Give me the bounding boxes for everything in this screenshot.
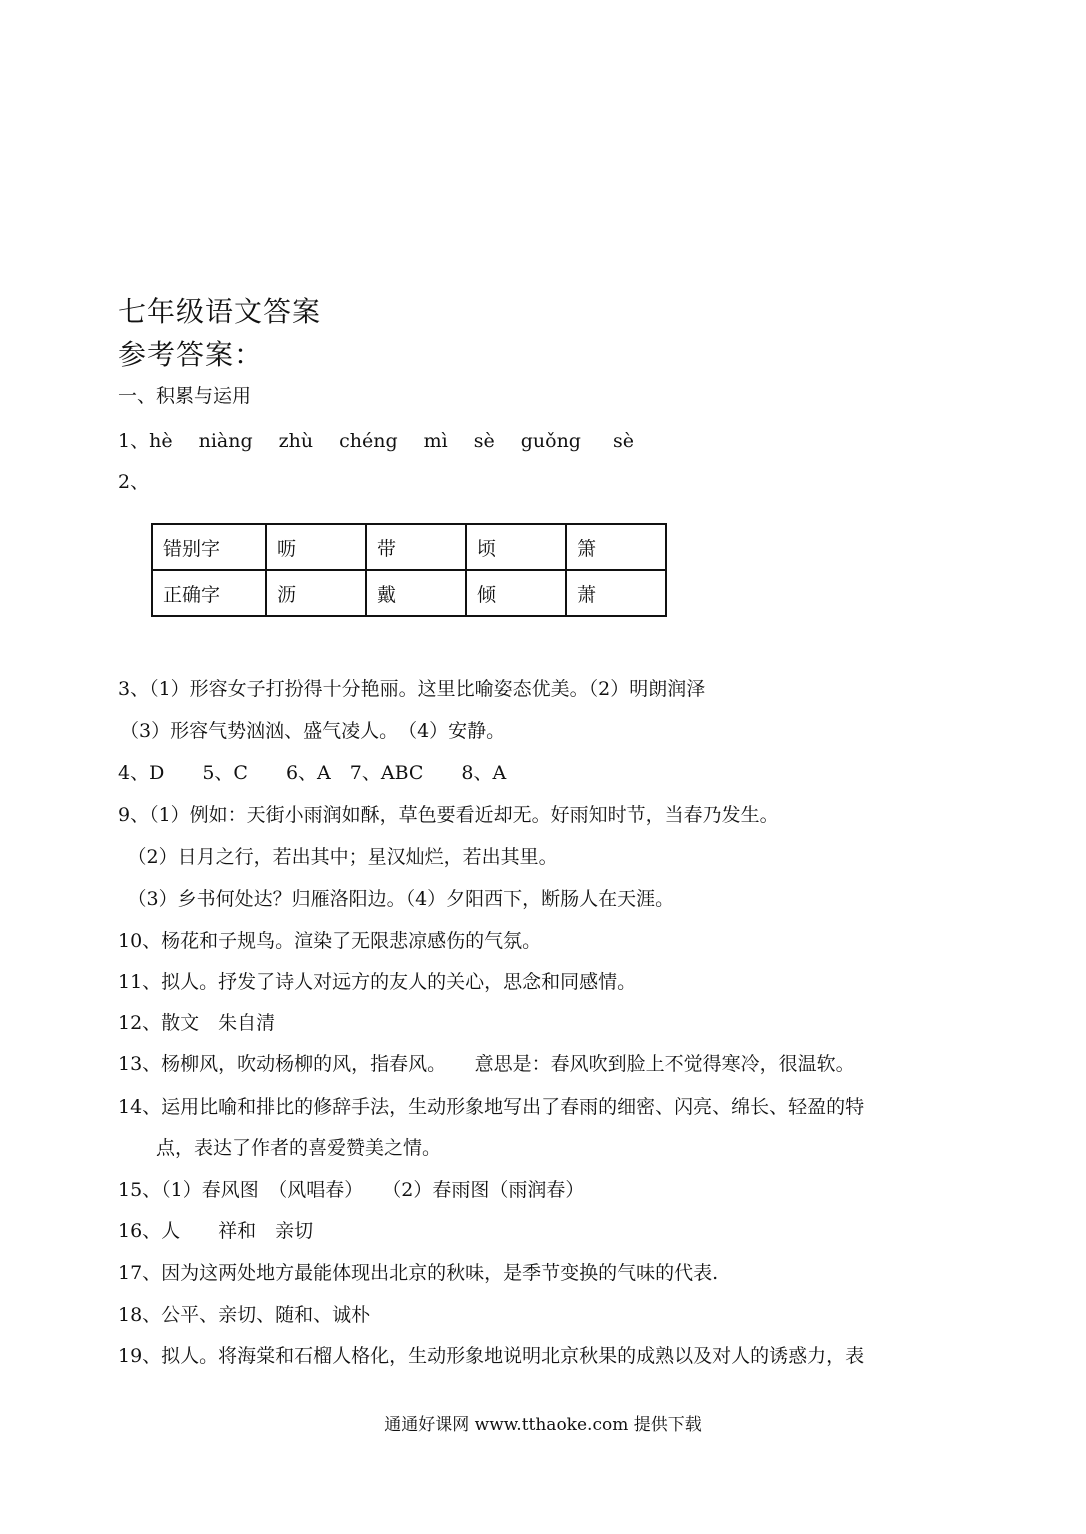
pinyin-item: niàng [198, 430, 253, 452]
question-2-label: 2、 [118, 471, 150, 493]
section-heading: 一、积累与运用 [118, 385, 252, 407]
pinyin-item: mì [423, 430, 448, 452]
typo-correction-table [151, 523, 667, 617]
question-1-label: 1、 [118, 430, 150, 452]
table-cell: 戴 [366, 570, 466, 616]
table-cell: 呖 [266, 524, 366, 570]
question-1 [118, 426, 660, 453]
table-cell: 错别字 [152, 524, 266, 570]
pinyin-item: hè [149, 430, 173, 452]
answer-line: 14、运用比喻和排比的修辞手法，生动形象地写出了春雨的细密、闪亮、绵长、轻盈的特 [118, 1096, 865, 1118]
answer-line: 16、人 祥和 亲切 [118, 1220, 314, 1242]
answer-line: 17、因为这两处地方最能体现出北京的秋味，是季节变换的气味的代表. [118, 1262, 719, 1284]
answer-line: 13、杨柳风，吹动杨柳的风，指春风。 意思是：春风吹到脸上不觉得寒冷，很温软。 [118, 1053, 855, 1075]
table-cell: 正确字 [152, 570, 266, 616]
table-cell: 带 [366, 524, 466, 570]
answer-line: 19、拟人。将海棠和石榴人格化，生动形象地说明北京秋果的成熟以及对人的诱惑力，表 [118, 1345, 865, 1367]
answer-line: 12、散文 朱自清 [118, 1012, 276, 1034]
page-title: 七年级语文答案 [118, 295, 322, 328]
answer-line: 3、（1）形容女子打扮得十分艳丽。这里比喻姿态优美。（2）明朗润泽 [118, 678, 706, 700]
table-cell: 顷 [466, 524, 566, 570]
answer-line: 9、（1）例如：天街小雨润如酥，草色要看近却无。好雨知时节，当春乃发生。 [118, 804, 779, 826]
table-cell: 沥 [266, 570, 366, 616]
pinyin-item: zhù [278, 430, 314, 452]
table-cell: 倾 [466, 570, 566, 616]
answer-line: （3）乡书何处达？归雁洛阳边。（4）夕阳西下，断肠人在天涯。 [118, 888, 675, 910]
answer-line: 11、拟人。抒发了诗人对远方的友人的关心，思念和同感情。 [118, 971, 637, 993]
table-row [152, 524, 666, 570]
answer-line: （3）形容气势汹汹、盛气凌人。 （4）安静。 [120, 720, 506, 742]
pinyin-item: sè [473, 430, 495, 452]
answer-line: 4、D 5、C 6、A 7、ABC 8、A [118, 762, 507, 784]
page-subtitle: 参考答案： [118, 338, 264, 371]
pinyin-item: chéng [339, 430, 398, 452]
answer-line: 15、（1）春风图 （风唱春） （2）春雨图（雨润春） [118, 1179, 585, 1201]
pinyin-item: sè [612, 430, 634, 452]
pinyin-item: guǒng [520, 430, 581, 452]
table-row [152, 570, 666, 616]
table-cell: 箫 [566, 524, 666, 570]
answer-line: 10、杨花和子规鸟。渲染了无限悲凉感伤的气氛。 [118, 930, 542, 952]
answer-line: （2）日月之行，若出其中；星汉灿烂，若出其里。 [118, 846, 558, 868]
answer-line: 点，表达了作者的喜爱赞美之情。 [118, 1137, 442, 1159]
answer-line: 18、公平、亲切、随和、诚朴 [118, 1304, 371, 1326]
table-cell: 萧 [566, 570, 666, 616]
page-footer: 通通好课网 www.tthaoke.com 提供下载 [384, 1415, 702, 1435]
